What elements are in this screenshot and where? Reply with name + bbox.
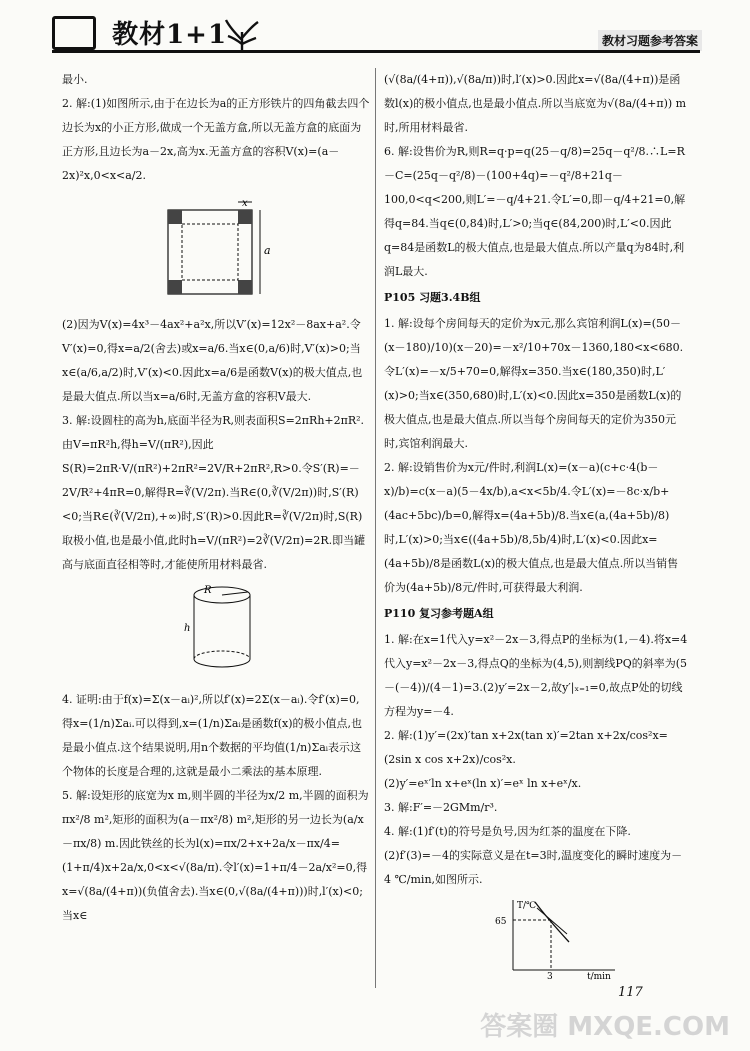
left-paragraph-3: (2)因为V(x)=4x³－4ax²+a²x,所以V′(x)=12x²－8ax+a².令V′(x)=0,得x=a/2(舍去)或x=a/6.当x∈(0,a/6)时,V′(x)>0;当x∈(a/6,a/2)时,V′(x)<0.因此x=a/6是函数V(x)的极大值点,也是最大值点.所以当x=a/6时,无盖方盒的容积V最大. bbox=[62, 318, 363, 403]
fig2-h-label: h bbox=[184, 623, 191, 634]
right-paragraph-6: 2. 解:(1)y′=(2x)′tan x+2x(tan x)′=2tan x+2x/cos²x=(2sin x cos x+2x)/cos²x. bbox=[384, 729, 668, 766]
section-heading-p110: P110 复习参考题A组 bbox=[384, 607, 494, 620]
watermark-logo: 答案圈 MXQE.COM bbox=[480, 1012, 730, 1042]
left-paragraph-4: 3. 解:设圆柱的高为h,底面半径为R,则表面积S=2πRh+2πR².由V=πR²h,得h=V/(πR²),因此S(R)=2πR·V/(πR²)+2πR²=2V/R+2πR²,R>0.令S′(R)=－2V/R²+4πR=0,解得R=∛(V/2π).当R∈(0,∛(V/2π))时,S′(R)<0;当R∈(∛(V/2π),+∞)时,S′(R)>0.因此R=∛(V/2π)时,S(R)取极小值,也是最小值,此时h=V/(πR²)=2∛(V/2π)=2R.即当罐高与底面直径相等时,才能使所用材料最省. bbox=[62, 414, 366, 571]
plant-icon bbox=[222, 18, 262, 52]
book-logo bbox=[52, 14, 227, 51]
left-paragraph-1: 最小. bbox=[62, 73, 88, 86]
graph-x-tick-3: 3 bbox=[547, 972, 553, 980]
page-header bbox=[0, 0, 750, 62]
right-paragraph-10: (2)f′(3)=－4的实际意义是在t=3时,温度变化的瞬时速度为－4 ℃/min,如图所示. bbox=[384, 849, 683, 886]
right-paragraph-7: (2)y′=eˣ′ln x+eˣ(ln x)′=eˣ ln x+eˣ/x. bbox=[384, 777, 582, 790]
fig1-a-label: a bbox=[264, 244, 271, 257]
fig2-r-label: R bbox=[204, 585, 212, 596]
left-column bbox=[62, 68, 370, 928]
graph-y-axis-label: T/℃ bbox=[517, 901, 537, 911]
right-paragraph-4: 2. 解:设销售价为x元/件时,利润L(x)=(x－a)(c+c·4(b－x)/b)=c(x－a)(5－4x/b),a<x<5b/4.令L′(x)=－8c·x/b+(4ac+5bc)/b=0,解得x=(4a+5b)/8.当x∈(a,(4a+5b)/8)时,L′(x)>0;当x∈((4a+5b)/8,5b/4)时,L′(x)<0.因此x=(4a+5b)/8是函数L(x)的极大值点,也是最大值点.所以当销售价为(4a+5b)/8元/件时,可获得最大利润. bbox=[384, 461, 679, 594]
temperature-graph-figure bbox=[489, 898, 688, 989]
temperature-graph bbox=[489, 898, 619, 980]
left-paragraph-6: 5. 解:设矩形的底宽为x m,则半圆的半径为x/2 m,半圆的面积为πx²/8 m²,矩形的面积为(a－πx²/8) m²,矩形的另一边长为(a/x－πx/8) m.因此铁丝的长为l(x)=πx/2+x+2a/x－πx/4=(1+π/4)x+2a/x,0<x<√(8a/π).令l′(x)=1+π/4－2a/x²=0,得x=√(8a/(4+π))(负值舍去).当x∈(0,√(8a/(4+π)))时,l′(x)<0;当x∈ bbox=[62, 789, 369, 922]
right-paragraph-9: 4. 解:(1)f′(t)的符号是负号,因为红茶的温度在下降. bbox=[384, 825, 631, 838]
right-paragraph-5: 1. 解:在x=1代入y=x²－2x－3,得点P的坐标为(1,－4).将x=4代入y=x²－2x－3,得点Q的坐标为(4,5),则割线PQ的斜率为(5－(－4))/(4－1)=3.(2)y′=2x－2,故y′|ₓ₌₁=0,故点P处的切线方程为y=－4. bbox=[384, 633, 688, 718]
graph-x-axis-label: t/min bbox=[587, 972, 611, 980]
graph-y-tick-65: 65 bbox=[495, 917, 507, 927]
right-paragraph-3: 1. 解:设每个房间每天的定价为x元,那么宾馆利润L(x)=(50－(x－180)/10)(x－20)=－x²/10+70x－1360,180<x<680.令L′(x)=－x/5+70=0,解得x=350.当x∈(180,350)时,L′(x)>0;当x∈(350,680)时,L′(x)<0.因此x=350是函数L(x)的极大值点,也是最大值点.所以当每个房间每天的定价为350元时,宾馆利润最大. bbox=[384, 317, 684, 450]
header-rule bbox=[52, 50, 700, 53]
fig1-x-label: x bbox=[242, 198, 248, 209]
header-badge: 教材习题参考答案 bbox=[598, 30, 702, 51]
logo-text: 教材1+1 bbox=[112, 20, 228, 50]
logo-mark-icon bbox=[52, 16, 96, 50]
square-box-diagram bbox=[162, 196, 282, 296]
right-paragraph-8: 3. 解:F′=－2GMm/r³. bbox=[384, 801, 498, 814]
column-divider bbox=[375, 68, 376, 988]
square-box-figure bbox=[162, 196, 370, 305]
left-paragraph-5: 4. 证明:由于f(x)=Σ(x－aᵢ)²,所以f′(x)=2Σ(x－aᵢ).令f′(x)=0,得x=(1/n)Σaᵢ.可以得到,x=(1/n)Σaᵢ是函数f(x)的极小值点,也是最小值点.这个结果说明,用n个数据的平均值(1/n)Σaᵢ表示这个物体的长度是合理的,这就是最小二乘法的基本原理. bbox=[62, 693, 363, 778]
right-column bbox=[384, 68, 688, 989]
section-heading-p105: P105 习题3.4B组 bbox=[384, 291, 481, 304]
cylinder-figure bbox=[182, 583, 370, 682]
right-paragraph-2: 6. 解:设售价为R,则R=q·p=q(25－q/8)=25q－q²/8.∴L=R－C=(25q－q²/8)－(100+4q)=－q²/8+21q－100,0<q<200,则L′=－q/4+21.令L′=0,即－q/4+21=0,解得q=84.当q∈(0,84)时,L′>0;当q∈(84,200)时,L′<0.因此q=84是函数L的极大值点,也是最大值点.所以产量q为84时,利润L最大. bbox=[384, 145, 686, 278]
left-paragraph-2: 2. 解:(1)如图所示,由于在边长为a的正方形铁片的四角截去四个边长为x的小正方形,做成一个无盖方盒,所以无盖方盒的底面为正方形,且边长为a－2x,高为x.无盖方盒的容积V(x)=(a－2x)²x,0<x<a/2. bbox=[62, 97, 370, 182]
right-paragraph-1: (√(8a/(4+π)),√(8a/π))时,l′(x)>0.因此x=√(8a/(4+π))是函数l(x)的极小值点,也是最小值点.所以当底宽为√(8a/(4+π)) m时,所用材料最省. bbox=[384, 73, 687, 134]
page-number: 117 bbox=[618, 985, 643, 1000]
cylinder-diagram bbox=[182, 583, 262, 673]
